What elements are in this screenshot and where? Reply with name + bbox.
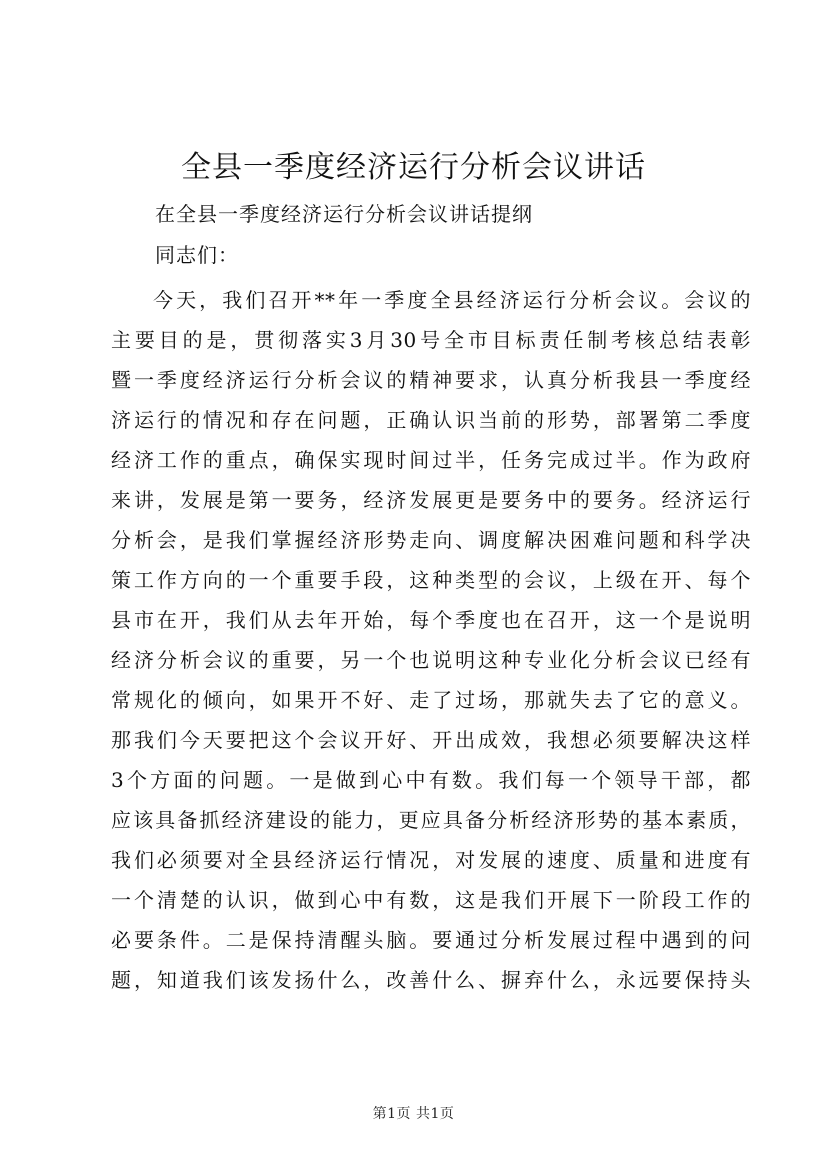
paragraph-line: 分析会，是我们掌握经济形势走向、调度解决困难问题和科学决: [111, 528, 751, 552]
paragraph-line: 经济分析会议的重要，另一个也说明这种专业化分析会议已经有: [111, 648, 751, 672]
paragraph-line: 济运行的情况和存在问题，正确认识当前的形势，部署第二季度: [111, 408, 751, 432]
paragraph-line: 我们必须要对全县经济运行情况，对发展的速度、质量和进度有: [111, 848, 751, 872]
salutation: 同志们：: [155, 243, 239, 267]
paragraph-line: 今天，我们召开**年一季度全县经济运行分析会议。会议的: [153, 288, 751, 312]
page-footer: 第1页 共1页: [372, 1106, 455, 1122]
paragraph-line: 一个清楚的认识，做到心中有数，这是我们开展下一阶段工作的: [111, 888, 751, 912]
paragraph-line: 县市在开，我们从去年开始，每个季度也在召开，这一个是说明: [111, 608, 751, 632]
paragraph-line: 主要目的是，贯彻落实3月30号全市目标责任制考核总结表彰: [111, 328, 751, 352]
document-title: 全县一季度经济运行分析会议讲话: [181, 150, 646, 185]
paragraph-line: 策工作方向的一个重要手段，这种类型的会议，上级在开、每个: [111, 568, 751, 592]
body-paragraph: [111, 280, 751, 1000]
document-subtitle: 在全县一季度经济运行分析会议讲话提纲: [155, 202, 533, 226]
paragraph-line: 经济工作的重点，确保实现时间过半，任务完成过半。作为政府: [111, 448, 751, 472]
paragraph-line: 暨一季度经济运行分析会议的精神要求，认真分析我县一季度经: [111, 368, 751, 392]
paragraph-line: 必要条件。二是保持清醒头脑。要通过分析发展过程中遇到的问: [111, 928, 751, 952]
paragraph-line: 3个方面的问题。一是做到心中有数。我们每一个领导干部，都: [111, 768, 751, 792]
paragraph-line: 常规化的倾向，如果开不好、走了过场，那就失去了它的意义。: [111, 688, 751, 712]
paragraph-line: 题，知道我们该发扬什么，改善什么、摒弃什么，永远要保持头: [111, 968, 751, 992]
paragraph-line: 应该具备抓经济建设的能力，更应具备分析经济形势的基本素质，: [111, 808, 751, 832]
paragraph-line: 那我们今天要把这个会议开好、开出成效，我想必须要解决这样: [111, 728, 751, 752]
paragraph-line: 来讲，发展是第一要务，经济发展更是要务中的要务。经济运行: [111, 488, 751, 512]
